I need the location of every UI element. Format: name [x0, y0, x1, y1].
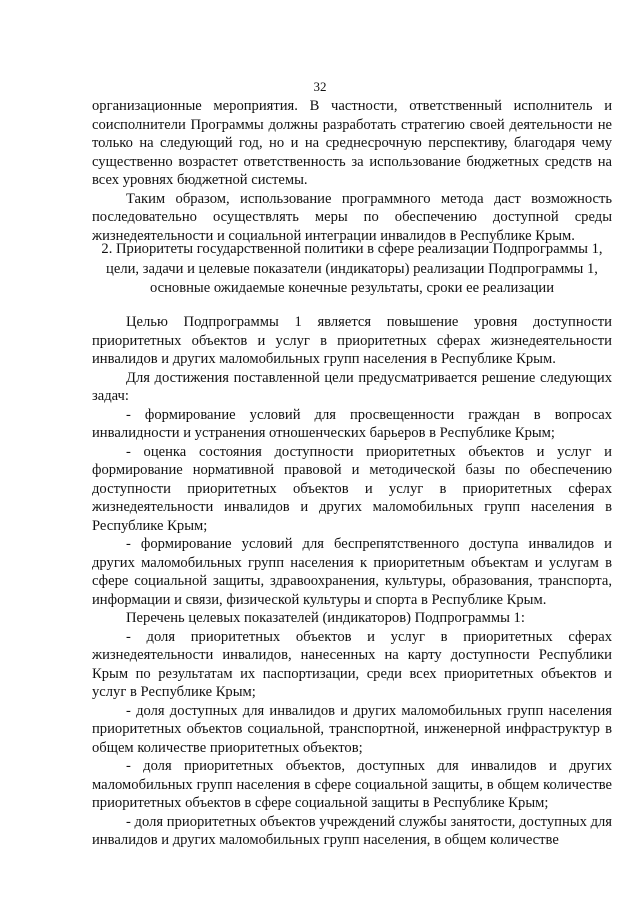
page-number: 32 — [313, 79, 327, 94]
paragraph: Для достижения поставленной цели предусматривается решение следующих задач: — [92, 369, 612, 404]
paragraph: Таким образом, использование программного метода даст возможность последовательно осуществлять меры по обеспечению доступной среды жизнедеятельности и социальной интеграции инвалидов в Республике Крым. — [92, 190, 612, 244]
intro-section — [92, 97, 612, 245]
list-item: - формирование условий для беспрепятственного доступа инвалидов и других маломобильных групп населения к приоритетным объектам и услугам в сфере социальной защиты, здравоохранения, культуры, образования, транспорта, информации и связи, физической культуры и спорта в Республике Крым. — [92, 536, 612, 608]
list-item: - доля доступных для инвалидов и других маломобильных групп населения приоритетных объектов социальной, транспортной, инженерной инфраструктур в общем количестве приоритетных объектов; — [92, 702, 612, 756]
list-item: - доля приоритетных объектов и услуг в приоритетных сферах жизнедеятельности инвалидов, нанесенных на карту доступности Республики Крым по результатам их паспортизации, среди всех приоритетных объектов и услуг в Республике Крым; — [92, 628, 612, 700]
paragraph: Целью Подпрограммы 1 является повышение уровня доступности приоритетных объектов и услуг в приоритетных сферах жизнедеятельности инвалидов и других маломобильных групп населения в Республике Крым. — [92, 314, 612, 367]
list-item: - доля приоритетных объектов учреждений службы занятости, доступных для инвалидов и других маломобильных групп населения, в общем количестве — [92, 813, 612, 848]
heading-line: цели, задачи и целевые показатели (индикаторы) реализации Подпрограммы 1, — [106, 260, 598, 277]
body-section — [92, 313, 612, 850]
heading-line: основные ожидаемые конечные результаты, сроки ее реализации — [149, 280, 555, 296]
heading-line: 2. Приоритеты государственной политики в сфере реализации Подпрограммы 1, — [101, 241, 603, 257]
list-item: - оценка состояния доступности приоритетных объектов и услуг и формирование нормативной правовой и методической базы по обеспечению доступности приоритетных объектов и услуг в приоритетных сферах жизнедеятельности инвалидов и других маломобильных групп населения в Республике Крым; — [92, 443, 612, 534]
paragraph: Перечень целевых показателей (индикаторов) Подпрограммы 1: — [126, 610, 525, 626]
list-item: - доля приоритетных объектов, доступных для инвалидов и других маломобильных групп населения в сфере социальной защиты, в общем количестве приоритетных объектов в сфере социальной защиты в Республике Крым; — [92, 758, 612, 811]
list-item: - формирование условий для просвещенности граждан в вопросах инвалидности и устранения отношенческих барьеров в Республике Крым; — [92, 406, 612, 441]
section-heading — [92, 240, 612, 299]
paragraph: организационные мероприятия. В частности, ответственный исполнитель и соисполнители Программы должны разработать стратегию своей деятельности не только на следующий год, но и на среднесрочную перспективу, благодаря чему существенно возрастет ответственность за использование бюджетных средств на всех уровнях бюджетной системы. — [92, 98, 612, 188]
